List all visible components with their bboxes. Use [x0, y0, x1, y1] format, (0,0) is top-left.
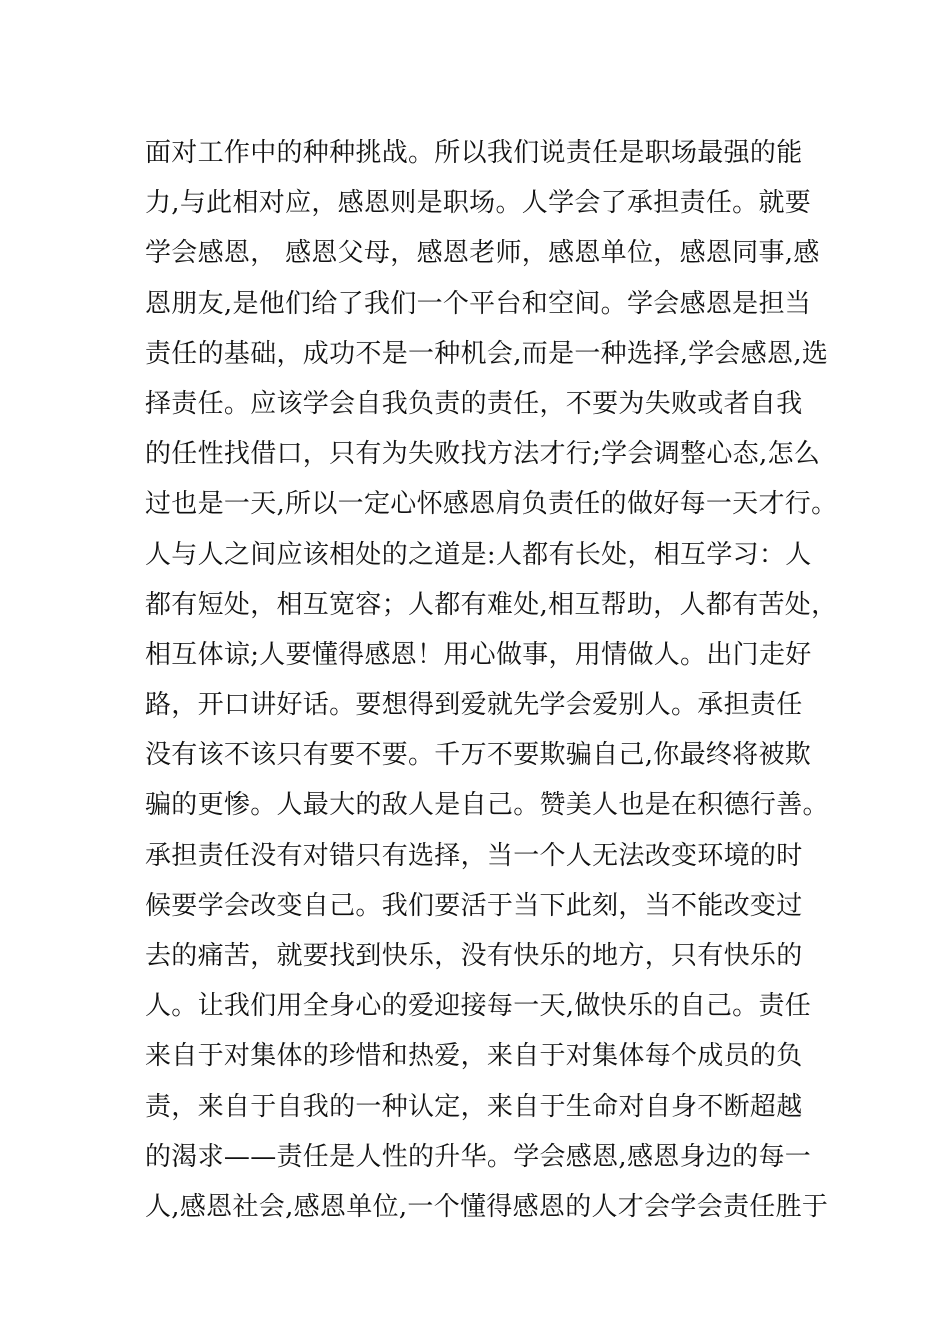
text-line: 恩朋友,是他们给了我们一个平台和空间。学会感恩是担当 [145, 288, 812, 319]
text-line: 骗的更惨。人最大的敌人是自己。赞美人也是在积德行善。 [145, 790, 829, 821]
text-line: 的任性找借口，只有为失败找方法才行;学会调整心态,怎么 [145, 439, 821, 470]
text-line: 候要学会改变自己。我们要活于当下此刻，当不能改变过 [145, 890, 803, 921]
text-line: 相互体谅;人要懂得感恩！用心做事，用情做人。出门走好 [145, 639, 812, 670]
text-line: 力,与此相对应，感恩则是职场。人学会了承担责任。就要 [145, 188, 812, 219]
text-line: 人。让我们用全身心的爱迎接每一天,做快乐的自己。责任 [145, 991, 812, 1022]
text-line: 的渴求——责任是人性的升华。学会感恩,感恩身边的每一 [145, 1141, 812, 1172]
text-line: 承担责任没有对错只有选择，当一个人无法改变环境的时 [145, 840, 803, 871]
text-line: 都有短处，相互宽容；人都有难处,相互帮助，人都有苦处， [145, 589, 838, 620]
text-line: 过也是一天,所以一定心怀感恩肩负责任的做好每一天才行。 [145, 489, 838, 520]
text-line: 人与人之间应该相处的之道是:人都有长处，相互学习：人 [145, 539, 812, 570]
text-line: 择责任。应该学会自我负责的责任，不要为失败或者自我 [145, 388, 803, 419]
body-text [145, 128, 838, 1232]
text-line: 人,感恩社会,感恩单位,一个懂得感恩的人才会学会责任胜于 [145, 1191, 829, 1222]
text-line: 去的痛苦，就要找到快乐，没有快乐的地方，只有快乐的 [145, 941, 803, 971]
text-line: 没有该不该只有要不要。千万不要欺骗自己,你最终将被欺 [145, 740, 812, 771]
text-line: 路，开口讲好话。要想得到爱就先学会爱别人。承担责任 [145, 690, 803, 721]
text-line: 来自于对集体的珍惜和热爱，来自于对集体每个成员的负 [145, 1041, 803, 1072]
text-line: 责任的基础，成功不是一种机会,而是一种选择,学会感恩,选 [145, 338, 829, 369]
text-line: 责，来自于自我的一种认定，来自于生命对自身不断超越 [145, 1091, 803, 1122]
text-line: 面对工作中的种种挑战。所以我们说责任是职场最强的能 [145, 138, 803, 168]
text-line: 学会感恩， 感恩父母，感恩老师，感恩单位，感恩同事,感 [145, 238, 820, 269]
